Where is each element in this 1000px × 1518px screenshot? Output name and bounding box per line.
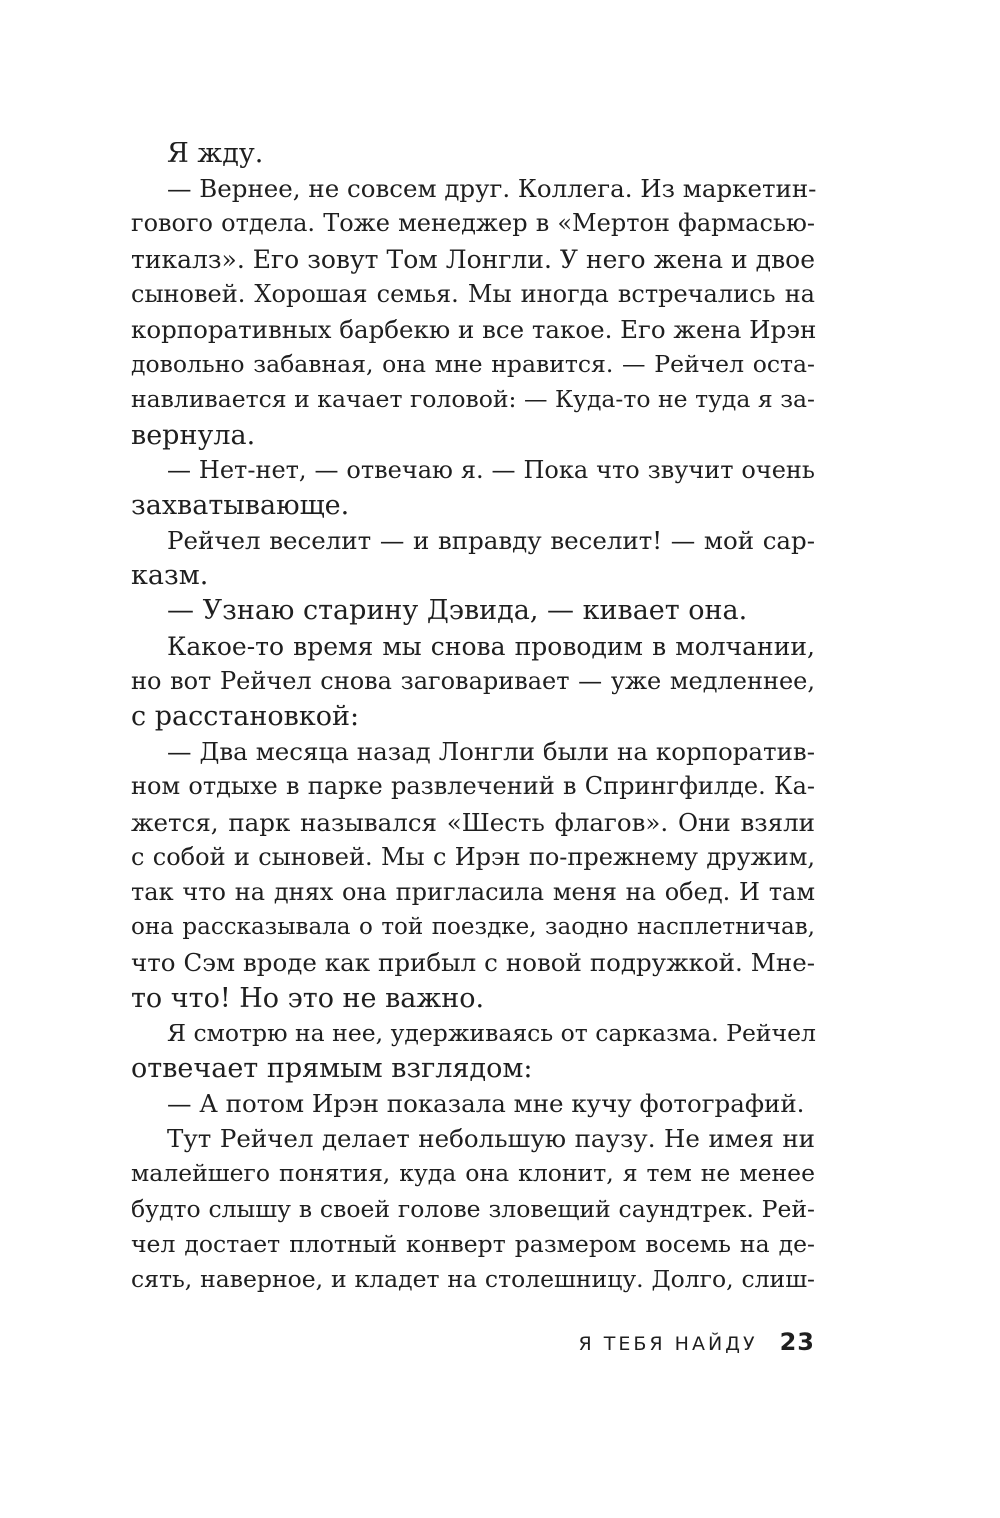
body-text	[131, 136, 815, 1297]
text-line: навливается и качает головой: — Куда-то не туда я за-	[131, 385, 815, 414]
text-line: — А потом Ирэн показала мне кучу фотографий.	[167, 1089, 805, 1119]
text-line: корпоративных барбекю и все такое. Его жена Ирэн	[131, 314, 817, 344]
text-line: — Узнаю старину Дэвида, — кивает она.	[167, 595, 748, 627]
text-line: малейшего понятия, куда она клонит, я тем не менее	[131, 1159, 815, 1188]
text-line: довольно забавная, она мне нравится. — Рейчел оста-	[131, 350, 815, 379]
text-line: Я жду.	[167, 138, 264, 169]
text-line: казм.	[131, 560, 209, 592]
text-line: то что! Но это не важно.	[131, 982, 485, 1014]
text-line: отвечает прямым взглядом:	[131, 1052, 533, 1084]
text-line: захватывающе.	[131, 489, 350, 521]
text-line: Тут Рейчел делает небольшую паузу. Не имея ни	[167, 1124, 815, 1154]
text-line: чел достает плотный конверт размером восемь на де-	[131, 1229, 815, 1258]
text-line: ном отдыхе в парке развлечений в Спрингфилде. Ка-	[131, 772, 815, 801]
text-line: так что на днях она пригласила меня на обед. И там	[131, 877, 815, 906]
text-line: она рассказывала о той поездке, заодно насплетничав,	[131, 914, 815, 941]
text-line: тикалз». Его зовут Том Лонгли. У него жена и двое	[131, 244, 815, 274]
text-line: — Нет-нет, — отвечаю я. — Пока что звучит очень	[167, 455, 815, 484]
text-line: с собой и сыновей. Мы с Ирэн по-прежнему дружим,	[131, 842, 815, 871]
text-line: но вот Рейчел снова заговаривает — уже медленнее,	[131, 666, 815, 695]
text-line: вернула.	[131, 419, 256, 451]
page-number: 23	[779, 1328, 815, 1356]
text-line: будто слышу в своей голове зловещий саундтрек. Рей-	[131, 1194, 815, 1223]
text-line: — Вернее, не совсем друг. Коллега. Из маркетин-	[167, 174, 817, 204]
text-line: гового отдела. Тоже менеджер в «Мертон фармасью-	[131, 209, 815, 238]
text-line: Какое-то время мы снова проводим в молчании,	[167, 631, 815, 661]
running-footer	[131, 1328, 815, 1362]
text-line: сять, наверное, и кладет на столешницу. Долго, слиш-	[131, 1265, 815, 1293]
running-title: Я ТЕБЯ НАЙДУ	[578, 1333, 758, 1355]
text-line: сыновей. Хорошая семья. Мы иногда встречались на	[131, 279, 815, 308]
text-line: с расстановкой:	[131, 701, 360, 732]
text-line: что Сэм вроде как прибыл с новой подружкой. Мне-	[131, 948, 815, 978]
text-line: Рейчел веселит — и вправду веселит! — мой сар-	[167, 526, 815, 556]
text-line: Я смотрю на нее, удерживаясь от сарказма. Рейчел	[167, 1018, 816, 1047]
text-line: жется, парк назывался «Шесть флагов». Они взяли	[131, 807, 815, 837]
text-line: — Два месяца назад Лонгли были на корпоратив-	[167, 737, 815, 767]
